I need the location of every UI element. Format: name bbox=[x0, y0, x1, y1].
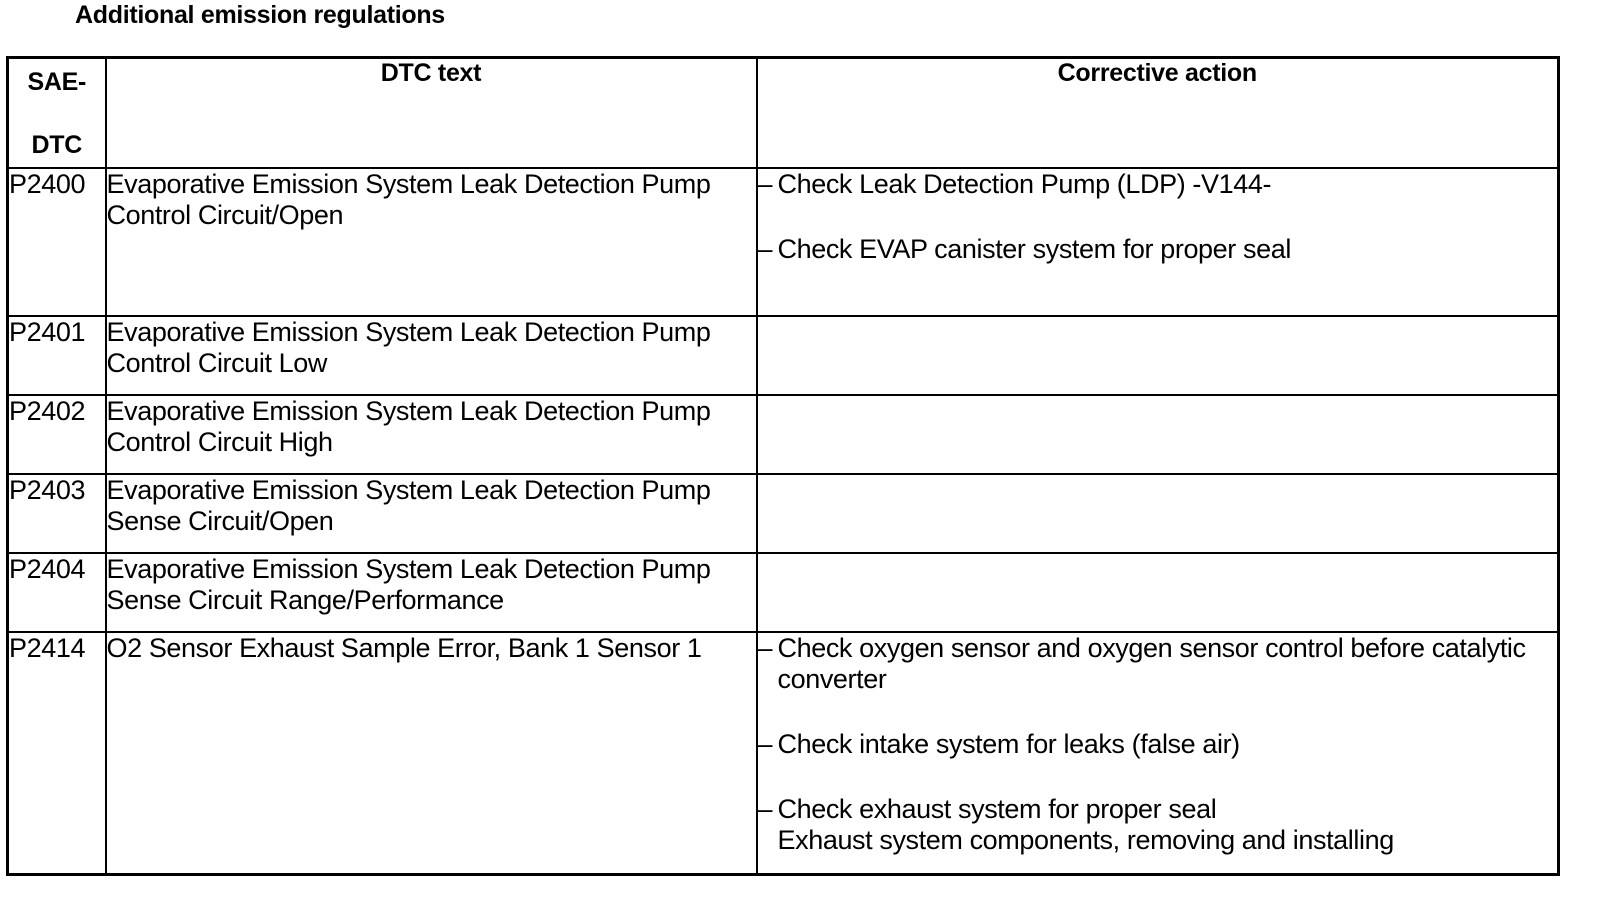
action-item: – Check Leak Detection Pump (LDP) -V144- bbox=[757, 168, 1272, 199]
action-item: – Check exhaust system for proper seal Exhaust system components, removing and installing bbox=[758, 794, 1558, 856]
dash-bullet: – bbox=[757, 728, 773, 759]
dash-bullet: – bbox=[757, 168, 773, 199]
dtc-code: P2403 bbox=[8, 474, 106, 553]
table-row bbox=[8, 395, 1559, 474]
corrective-action bbox=[757, 474, 1559, 553]
corrective-action bbox=[757, 395, 1559, 474]
dtc-code: P2404 bbox=[8, 553, 106, 632]
table-row bbox=[8, 316, 1559, 395]
corrective-action bbox=[757, 316, 1559, 395]
document-title: Additional emission regulations bbox=[75, 1, 445, 29]
corrective-action bbox=[757, 553, 1559, 632]
corrective-action bbox=[757, 168, 1559, 316]
dtc-text: Evaporative Emission System Leak Detection Pump Sense Circuit Range/Performance bbox=[106, 553, 757, 632]
dtc-text: Evaporative Emission System Leak Detection Pump Control Circuit/Open bbox=[106, 168, 757, 316]
dtc-text: Evaporative Emission System Leak Detection Pump Sense Circuit/Open bbox=[106, 474, 757, 553]
dtc-code: P2401 bbox=[8, 316, 106, 395]
action-item: – Check EVAP canister system for proper seal bbox=[757, 233, 1291, 264]
dtc-text: Evaporative Emission System Leak Detection Pump Control Circuit High bbox=[106, 395, 757, 474]
corrective-action bbox=[757, 632, 1559, 875]
action-note: Exhaust system components, removing and installing bbox=[777, 824, 1394, 855]
dtc-code: P2400 bbox=[8, 168, 106, 316]
table-header-row bbox=[8, 58, 1559, 168]
action-item: – Check oxygen sensor and oxygen sensor control before catalytic converter bbox=[757, 632, 1526, 694]
dtc-text: O2 Sensor Exhaust Sample Error, Bank 1 Sensor 1 bbox=[106, 632, 757, 875]
dash-bullet: – bbox=[757, 632, 773, 663]
dash-bullet: – bbox=[757, 793, 773, 824]
dtc-table bbox=[6, 56, 1560, 876]
header-sae-dtc: SAE- DTC bbox=[8, 58, 106, 168]
header-dtc-text: DTC text bbox=[106, 58, 757, 168]
dtc-code: P2402 bbox=[8, 395, 106, 474]
table-row bbox=[8, 168, 1559, 316]
dtc-code: P2414 bbox=[8, 632, 106, 875]
table-row bbox=[8, 474, 1559, 553]
header-corrective-action: Corrective action bbox=[757, 58, 1559, 168]
dtc-text: Evaporative Emission System Leak Detection Pump Control Circuit Low bbox=[106, 316, 757, 395]
table-row bbox=[8, 553, 1559, 632]
action-item: – Check intake system for leaks (false air) bbox=[757, 728, 1240, 759]
dash-bullet: – bbox=[757, 233, 773, 264]
table-row bbox=[8, 632, 1559, 875]
